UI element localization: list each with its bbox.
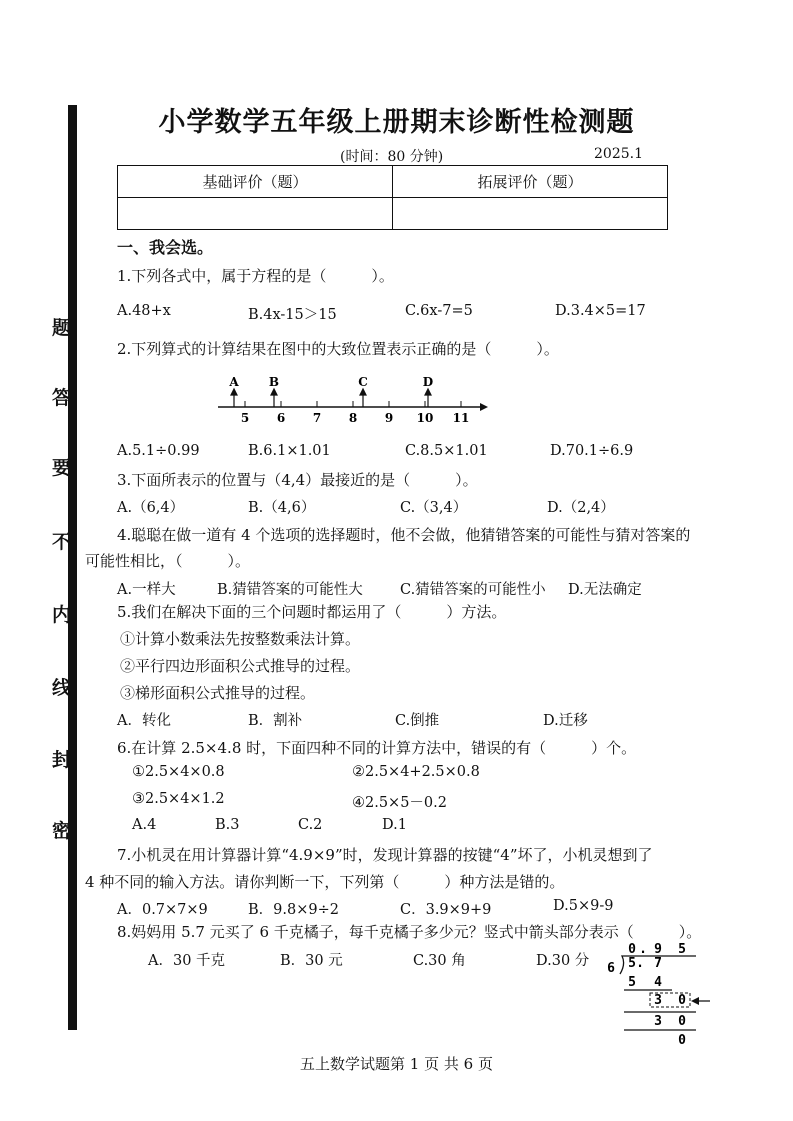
q2-option-b[interactable]: B.6.1×1.01 [248,443,331,459]
question-1: 1.下列各式中，属于方程的是（ ）。 [117,267,394,285]
score-header-basic: 基础评价（题） [118,166,393,198]
dividend-digit: . [636,956,644,971]
tick-label: 7 [312,411,322,424]
seal-char: 密 [52,820,72,842]
section-heading: 一、我会选。 [117,238,214,257]
q5-option-b[interactable]: B．割补 [248,713,303,729]
question-6: 6.在计算 2.5×4.8 时，下面四种不同的计算方法中，错误的有（ ）个。 [117,739,637,757]
q8-option-d[interactable]: D.30 分 [536,953,590,969]
question-7-cont: 4 种不同的输入方法。请你判断一下，下列第（ ）种方法是错的。 [85,873,565,891]
q6-option-a[interactable]: A.4 [132,817,157,833]
point-label: C [358,375,368,389]
q7-option-c[interactable]: C．3.9×9+9 [400,902,492,918]
quotient-digit: 0 [628,942,636,957]
arrow-up-icon [360,389,366,395]
point-label: A [229,375,239,389]
q2-option-a[interactable]: A.5.1÷0.99 [117,443,200,459]
q4-option-d[interactable]: D.无法确定 [568,582,642,598]
seal-char: 内 [52,604,72,626]
binding-margin-line [68,105,77,1030]
q3-option-b[interactable]: B.（4,6） [248,500,316,516]
arrow-icon [480,403,488,411]
question-4: 4.聪聪在做一道有 4 个选项的选择题时，他不会做，他猜错答案的可能性与猜对答案的 [117,526,691,544]
seal-char: 答 [52,387,72,409]
seal-char: 线 [52,677,72,699]
q5-item: ③梯形面积公式推导的过程。 [120,684,316,702]
q7-option-a[interactable]: A．0.7×7×9 [117,902,208,918]
q3-option-c[interactable]: C.（3,4） [400,500,468,516]
seal-char: 不 [52,531,72,553]
question-7: 7.小机灵在用计算器计算“4.9×9”时，发现计算器的按键“4”坏了，小机灵想到了 [117,846,653,864]
score-cell-basic[interactable] [118,198,393,230]
dividend-digit: 5 [628,956,636,971]
q8-option-c[interactable]: C.30 角 [413,953,466,969]
page-title: 小学数学五年级上册期末诊断性检测题 [158,107,635,138]
q6-option-c[interactable]: C.2 [298,817,323,833]
step-digit: 4 [654,975,662,990]
number-line-figure [210,372,500,424]
quotient-digit: . [639,942,647,957]
q6-option-d[interactable]: D.1 [382,817,407,833]
tick-label: 9 [384,411,394,424]
step-digit: 5 [628,975,636,990]
step-digit: 0 [678,1014,686,1029]
arrow-up-icon [231,389,237,395]
tick-label: 8 [348,411,358,424]
q8-option-a[interactable]: A．30 千克 [148,953,226,969]
q6-method: ④2.5×5－0.2 [352,795,447,811]
arrow-up-icon [271,389,277,395]
q4-option-a[interactable]: A.一样大 [117,582,176,598]
q6-method: ②2.5×4+2.5×0.8 [352,764,480,780]
step-digit: 0 [678,993,686,1008]
question-8: 8.妈妈用 5.7 元买了 6 千克橘子，每千克橘子多少元？竖式中箭头部分表示（ ）。 [117,923,702,941]
q2-option-c[interactable]: C.8.5×1.01 [405,443,488,459]
exam-duration: (时间：80 分钟) [340,149,444,165]
seal-char: 要 [52,457,72,479]
quotient-digit: 5 [678,942,686,957]
q6-option-b[interactable]: B.3 [215,817,240,833]
score-table [117,165,668,230]
q7-option-b[interactable]: B．9.8×9÷2 [248,902,339,918]
q1-option-a[interactable]: A.48+x [117,303,171,319]
remainder: 0 [678,1033,686,1048]
step-digit: 3 [654,1014,662,1029]
question-4-cont: 可能性相比，（ ）。 [85,552,251,570]
arrow-up-icon [425,389,431,395]
long-division-figure [600,940,720,1048]
score-cell-extended[interactable] [393,198,668,230]
q1-option-b[interactable]: B.4x-15＞15 [248,307,337,323]
q4-option-c[interactable]: C.猜错答案的可能性小 [400,582,546,598]
q5-option-a[interactable]: A．转化 [117,713,171,729]
q7-option-d[interactable]: D.5×9-9 [553,898,614,914]
q5-option-c[interactable]: C.倒推 [395,713,440,729]
q5-item: ②平行四边形面积公式推导的过程。 [120,657,361,675]
tick-label: 6 [276,411,286,424]
point-label: D [422,375,434,389]
question-5: 5.我们在解决下面的三个问题时都运用了（ ）方法。 [117,603,507,621]
q2-option-d[interactable]: D.70.1÷6.9 [550,443,634,459]
tick-label: 11 [452,411,470,424]
q1-option-c[interactable]: C.6x-7=5 [405,303,473,319]
page-footer: 五上数学试题第 1 页 共 6 页 [300,1055,493,1073]
question-2: 2.下列算式的计算结果在图中的大致位置表示正确的是（ ）。 [117,340,559,358]
point-label: B [268,375,280,389]
dividend-digit: 7 [654,956,662,971]
q5-item: ①计算小数乘法先按整数乘法计算。 [120,630,361,648]
q5-option-d[interactable]: D.迁移 [543,713,588,729]
q6-method: ③2.5×4×1.2 [132,791,225,807]
score-header-extended: 拓展评价（题） [393,166,668,198]
step-digit: 3 [654,993,662,1008]
q3-option-a[interactable]: A.（6,4） [117,500,185,516]
q4-option-b[interactable]: B.猜错答案的可能性大 [217,582,363,598]
tick-label: 10 [416,411,434,424]
arrow-left-icon [691,997,699,1005]
q1-option-d[interactable]: D.3.4×5=17 [555,303,646,319]
seal-char: 题 [52,317,72,339]
quotient-digit: 9 [654,942,662,957]
divisor: 6 [607,961,615,976]
q3-option-d[interactable]: D.（2,4） [547,500,615,516]
q8-option-b[interactable]: B．30 元 [280,953,343,969]
q6-method: ①2.5×4×0.8 [132,764,225,780]
tick-label: 5 [240,411,250,424]
exam-date: 2025.1 [594,146,643,162]
seal-char: 封 [52,749,72,771]
question-3: 3.下面所表示的位置与（4,4）最接近的是（ ）。 [117,471,478,489]
